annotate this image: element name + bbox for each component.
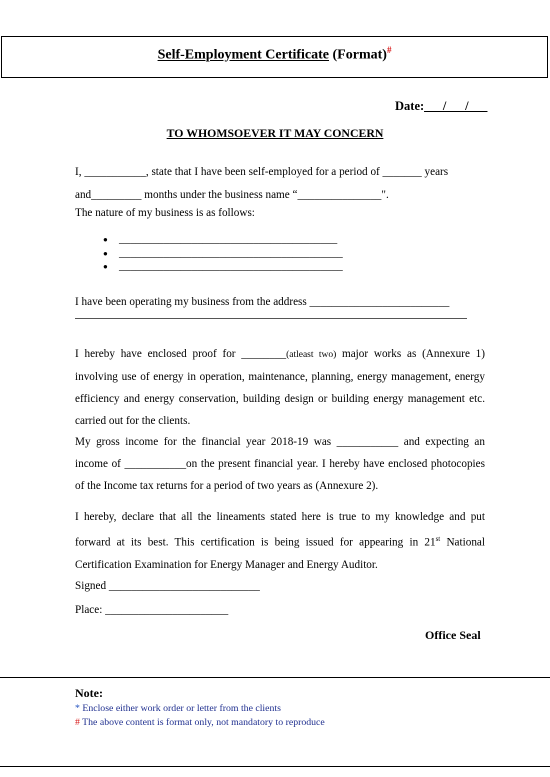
proof-text-2: major works as (Annexure 1) involving use of energy in operation, maintenance, planning, energy management, energy efficiency and energy conservation, building design or building energy management etc. carried out for the clients. [75, 348, 486, 427]
office-seal: Office Seal [425, 628, 481, 642]
bullet-icon: ● [103, 248, 108, 258]
bullet-list [103, 233, 343, 274]
place-line: Place: ______________________ [75, 604, 229, 616]
intro-line-1: I, ___________, state that I have been self-employed for a period of _______ years [75, 166, 449, 178]
list-item [103, 247, 343, 261]
note-text: Enclose either work order or letter from the clients [79, 703, 281, 714]
proof-paragraph [75, 343, 485, 432]
list-item-text: _______________________________________ [119, 233, 338, 245]
proof-small-text: (atleast two) [286, 350, 337, 360]
document-title [2, 45, 547, 64]
intro-line-2: and_________ months under the business name “_______________". [75, 189, 389, 201]
title-hash-mark: # [386, 45, 392, 55]
address-line: I have been operating my business from the address _________________________ [75, 296, 450, 308]
date-label: Date: [395, 99, 425, 113]
note-item [75, 717, 325, 728]
signed-line: Signed ___________________________ [75, 580, 260, 592]
list-item-text: ________________________________________ [119, 246, 343, 259]
address-blank-line [75, 318, 467, 319]
intro-line-3: The nature of my business is as follows: [75, 207, 255, 219]
asterisk-mark: * [75, 703, 80, 714]
list-item-text: ________________________________________ [119, 260, 343, 272]
title-format: (Format) [332, 47, 387, 63]
list-item [103, 260, 343, 274]
note-item [75, 703, 281, 714]
declaration-text-1: I hereby, declare that all the lineaments stated here is true to my knowledge and put forward at its best. This certification is being issued for appearing in 21 [75, 511, 485, 549]
note-title: Note: [75, 686, 103, 700]
income-paragraph: My gross income for the financial year 2018-19 was ___________ and expecting an income of ___________on the present financial year. I hereby have enclosed photocopies of the Income tax returns for a period of two years as (Annexure 2). [75, 436, 485, 492]
proof-text-1: I hereby have enclosed proof for ________ [75, 348, 287, 360]
note-text: The above content is format only, not mandatory to reproduce [79, 717, 325, 728]
hash-mark: # [75, 717, 80, 728]
divider [0, 677, 550, 678]
bottom-divider [0, 766, 550, 767]
declaration-text-2: National Certification Examination for Energy Manager and Energy Auditor. [75, 536, 485, 571]
declaration-paragraph [75, 506, 485, 576]
declaration-sup: st [435, 535, 441, 543]
bullet-icon: ● [103, 235, 108, 244]
list-item [103, 233, 343, 247]
date-blank: ___/___/___ [424, 99, 488, 113]
title-box [1, 36, 548, 78]
bullet-icon: ● [103, 262, 108, 271]
date-field [395, 99, 487, 114]
title-text: Self-Employment Certificate [157, 47, 330, 63]
heading: TO WHOMSOEVER IT MAY CONCERN [166, 126, 384, 140]
